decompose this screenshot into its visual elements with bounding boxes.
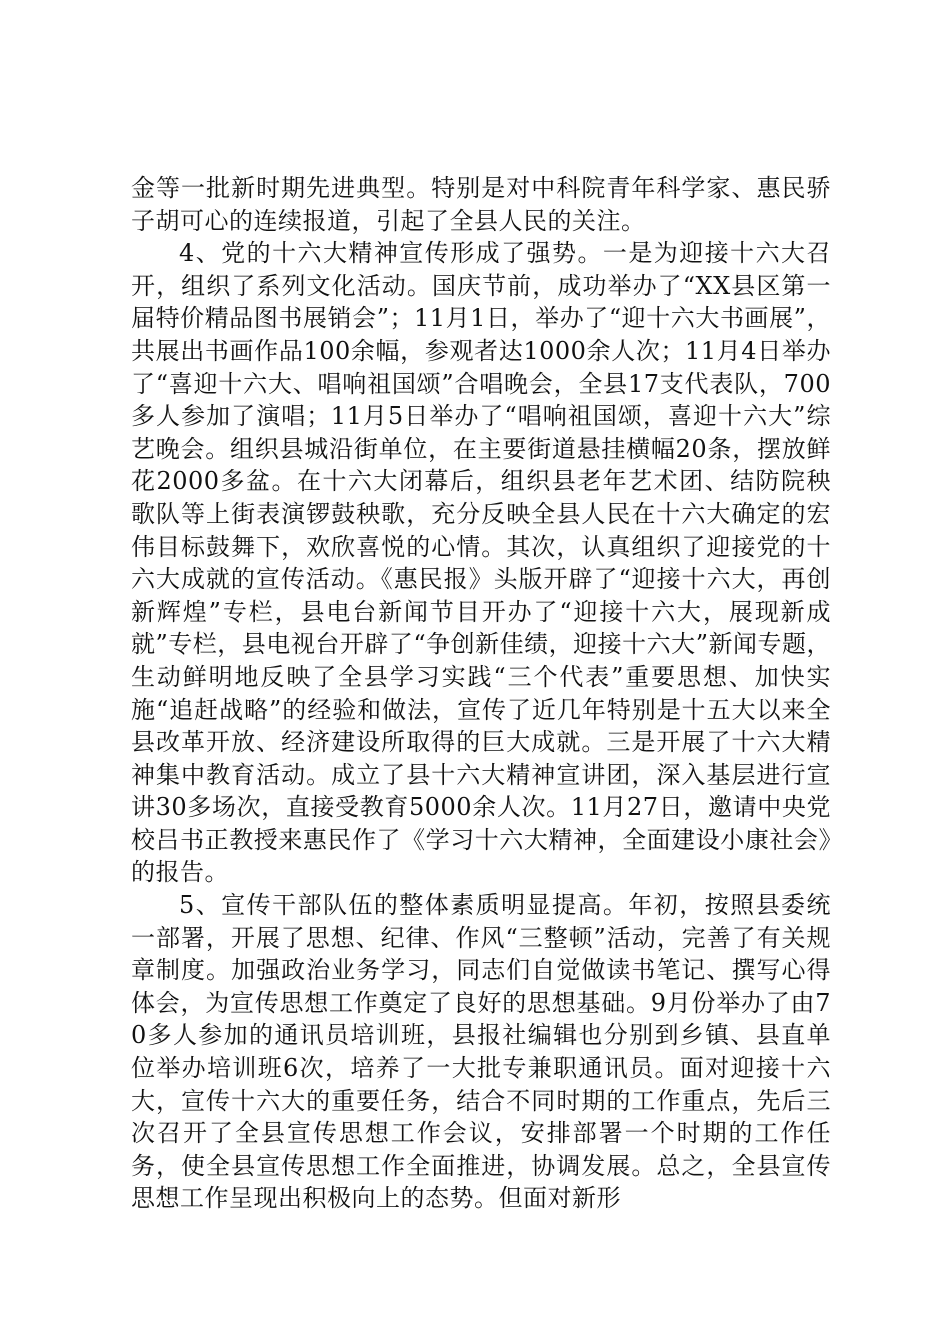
document-page (131, 172, 831, 1215)
paragraph-item-5: 5、宣传干部队伍的整体素质明显提高。年初，按照县委统一部署，开展了思想、纪律、作风“三整顿”活动，完善了有关规章制度。加强政治业务学习，同志们自觉做读书笔记、撰写心得体会，为宣传思想工作奠定了良好的思想基础。9月份举办了由70多人参加的通讯员培训班，县报社编辑也分别到乡镇、县直单位举办培训班6次，培养了一大批专兼职通讯员。面对迎接十六大，宣传十六大的重要任务，结合不同时期的工作重点，先后三次召开了全县宣传思想工作会议，安排部署一个时期的工作任务，使全县宣传思想工作全面推进，协调发展。总之，全县宣传思想工作呈现出积极向上的态势。但面对新形 (131, 891, 831, 1213)
paragraph-continuation: 金等一批新时期先进典型。特别是对中科院青年科学家、惠民骄子胡可心的连续报道，引起了全县人民的关注。 (131, 174, 831, 235)
paragraph-item-4: 4、党的十六大精神宣传形成了强势。一是为迎接十六大召开，组织了系列文化活动。国庆节前，成功举办了“XX县区第一届特价精品图书展销会”；11月1日，举办了“迎十六大书画展”，共展出书画作品100余幅，参观者达1000余人次；11月4日举办了“喜迎十六大、唱响祖国颂”合唱晚会，全县17支代表队，700多人参加了演唱；11月5日举办了“唱响祖国颂，喜迎十六大”综艺晚会。组织县城沿街单位，在主要街道悬挂横幅20条，摆放鲜花2000多盆。在十六大闭幕后，组织县老年艺术团、结防院秧歌队等上街表演锣鼓秧歌，充分反映全县人民在十六大确定的宏伟目标鼓舞下，欢欣喜悦的心情。其次，认真组织了迎接党的十六大成就的宣传活动。《惠民报》头版开辟了“迎接十六大，再创新辉煌”专栏，县电台新闻节目开办了“迎接十六大，展现新成就”专栏，县电视台开辟了“争创新佳绩，迎接十六大”新闻专题，生动鲜明地反映了全县学习实践“三个代表”重要思想、加快实施“追赶战略”的经验和做法，宣传了近几年特别是十五大以来全县改革开放、经济建设所取得的巨大成就。三是开展了十六大精神集中教育活动。成立了县十六大精神宣讲团，深入基层进行宣讲30多场次，直接受教育5000余人次。11月27日，邀请中央党校吕书正教授来惠民作了《学习十六大精神，全面建设小康社会》的报告。 (131, 239, 831, 887)
